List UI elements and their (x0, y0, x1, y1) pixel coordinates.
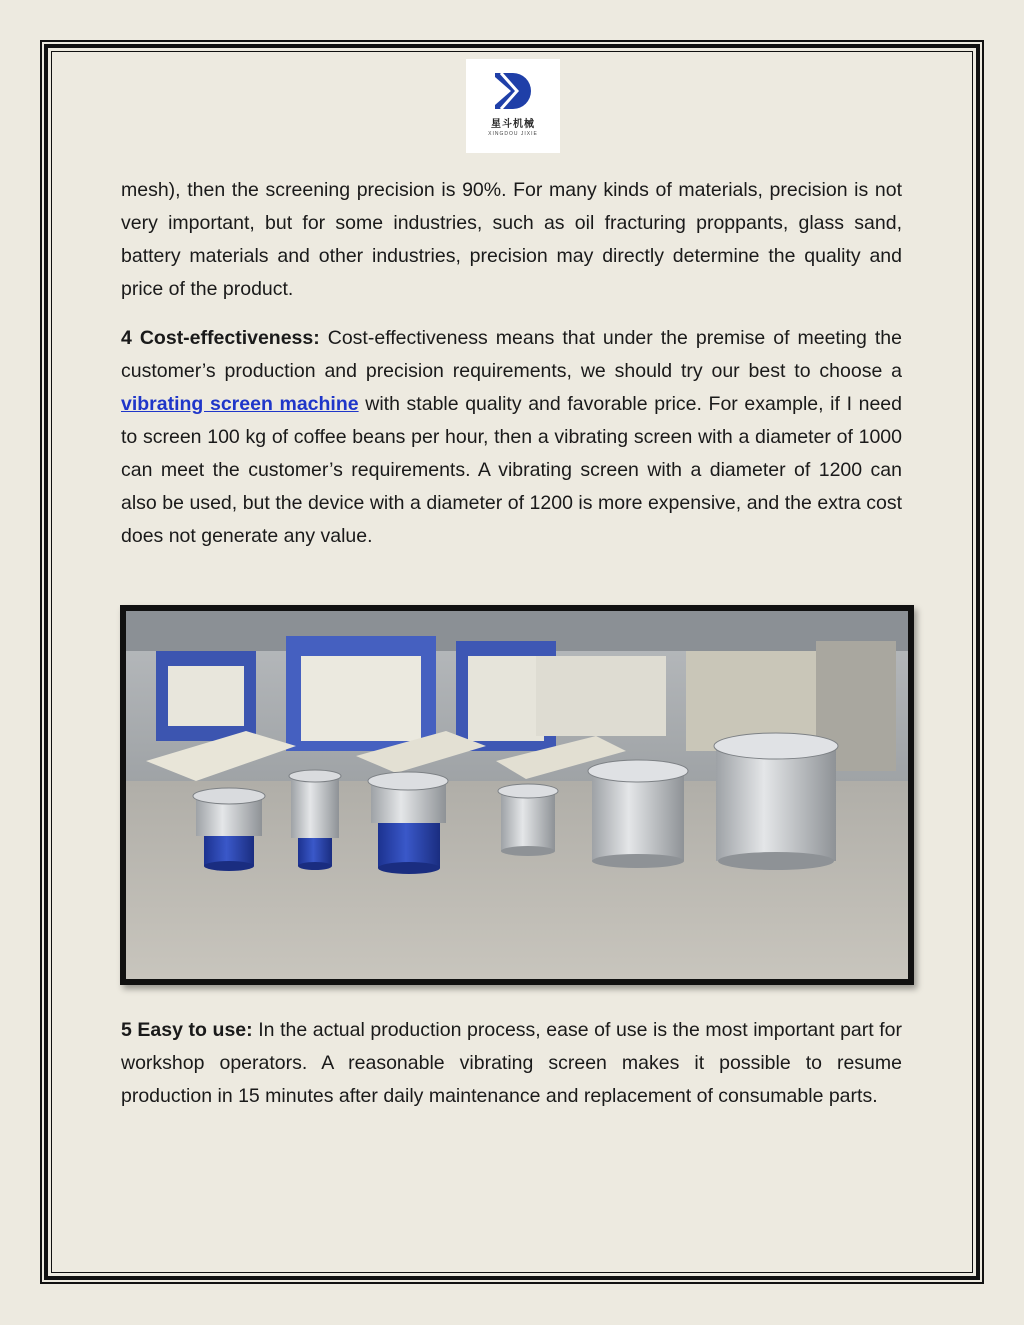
paragraph-precision: mesh), then the screening precision is 90%. For many kinds of materials, precision is not very important, but for some industries, such as oil fracturing proppants, glass sand, battery materials and other industries, precision may directly determine the quality and price of the product. (121, 179, 902, 300)
heading-easy-to-use: 5 Easy to use: (121, 1019, 253, 1041)
logo-chinese-text: 星斗机械 (491, 119, 535, 130)
vibrating-screens-photo (120, 605, 914, 985)
logo-mark-icon (491, 69, 535, 113)
cost-text-before-link: Cost-effectiveness means that under the premise of meeting the customer’s production and precision requirements, we should try our best to choose a (121, 327, 902, 382)
company-logo (466, 59, 560, 153)
vibrating-screen-machine-link[interactable]: vibrating screen machine (121, 393, 359, 415)
paragraph-cost-effectiveness (121, 322, 902, 553)
blue-screen-medium (368, 772, 448, 874)
photo-illustration (126, 611, 908, 979)
cost-text-after-link: with stable quality and favorable price. For example, if I need to screen 100 kg of coffee beans per hour, then a vibrating screen with a diameter of 1000 can meet the customer’s requirements. A vibrating screen with a diameter of 1200 can also be used, but the device with a diameter of 1200 is more expensive, and the extra cost does not generate any value. (121, 393, 902, 547)
paragraph-easy-to-use (121, 1014, 902, 1113)
steel-screen-large (714, 733, 838, 870)
logo-english-text: XINGDOU JIXIE (488, 131, 538, 137)
easy-to-use-text: In the actual production process, ease of use is the most important part for workshop operators. A reasonable vibrating screen makes it possible to resume production in 15 minutes after daily maintenance and replacement of consumable parts. (121, 1019, 903, 1107)
heading-cost-effectiveness: 4 Cost-effectiveness: (121, 327, 320, 349)
steel-screen-small (498, 784, 558, 856)
steel-screen-medium (588, 760, 688, 868)
